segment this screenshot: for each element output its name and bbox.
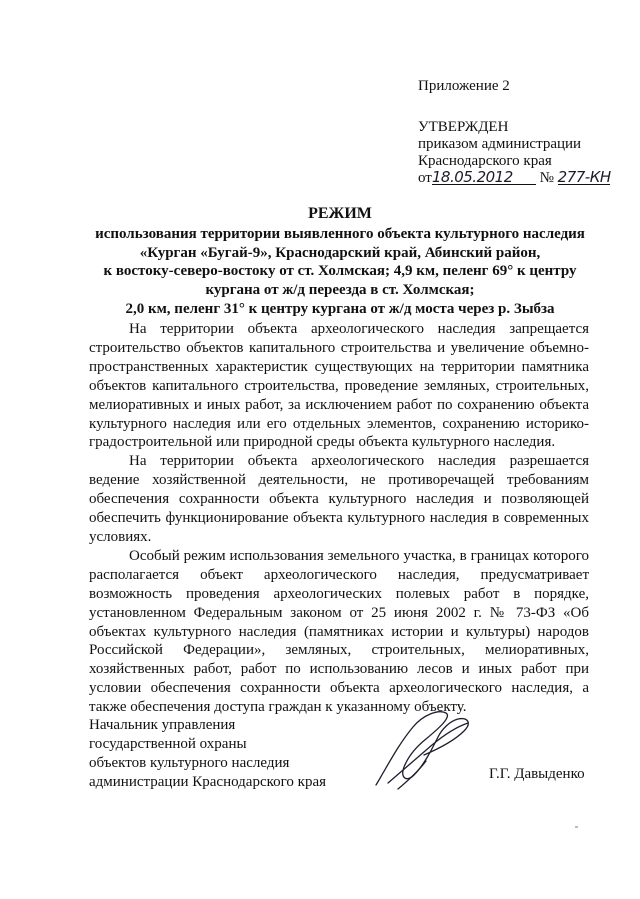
body-paragraph: На территории объекта археологического наследия разрешается ведение хозяйственной деятельности, не противоречащей требованиям обеспечения сохранности объекта культурного наследия и позволяющей обеспечить функционирование объекта культурного наследия в современных условиях. [89,453,589,545]
body-paragraph: На территории объекта археологического наследия запрещается строительство объектов капитального строительства и увеличение объемно-пространственных характеристик существующих на территории памятника объектов капитального строительства, проведение земляных, строительных, мелиоративных и иных работ, за исключением работ по сохранению объекта культурного наследия или его отдельных элементов, сохранению историко-градостроительной или природной среды объекта культурного наследия. [89,321,589,451]
document-heading [60,205,620,319]
approved-by-order: приказом администрации [418,136,582,152]
heading-line: 2,0 км, пеленг 31° к центру кургана от ж/д моста через р. Зыбза [125,300,555,317]
heading-line: использования территории выявленного объекта культурного наследия [95,225,585,242]
appendix-label: Приложение 2 [418,78,510,94]
document-title: РЕЖИМ [308,205,372,222]
signatory-line: администрации Краснодарского края [89,773,327,790]
signatory-line: Начальник управления [89,717,236,733]
from-prefix: от [418,170,432,186]
signatory-position [89,716,326,792]
handwritten-signature [368,705,478,795]
approval-stamp-block [418,78,618,187]
handwritten-order-number: 277-КН [557,168,611,186]
document-body [89,320,589,717]
signatory-line: государственной охраны [89,735,247,752]
approved-region: Краснодарского края [418,153,552,169]
signer-name: Г.Г. Давыденко [489,766,585,782]
body-paragraph: Особый режим использования земельного участка, в границах которого располагается объект археологического наследия, предусматривает возможность проведения археологических полевых работ в порядке, установленном Федеральным законом от 25 июня 2002 г. № 73-ФЗ «Об объектах культурного наследия (памятниках истории и культуры) народов Российской Федерации», земляных, строительных, мелиоративных, хозяйственных работ, работ по использованию лесов и иных работ при условии обеспечения сохранности объекта археологического наследия, а также обеспечения доступа граждан к указанному объекту. [89,547,589,716]
order-date-number-line [418,170,618,187]
handwritten-date: 18.05.2012 [432,170,536,185]
heading-line: к востоку-северо-востоку от ст. Холмская; 4,9 км, пеленг 69° к центру [103,263,577,280]
approved-label: УТВЕРЖДЕН [418,119,509,135]
signatory-line: объектов культурного наследия [89,754,290,771]
number-sign: № [539,170,554,186]
heading-line: кургана от ж/д переезда в ст. Холмская; [205,282,475,299]
heading-line: «Курган «Бугай-9», Краснодарский край, Абинский район, [139,244,541,261]
scan-speck [575,826,578,828]
